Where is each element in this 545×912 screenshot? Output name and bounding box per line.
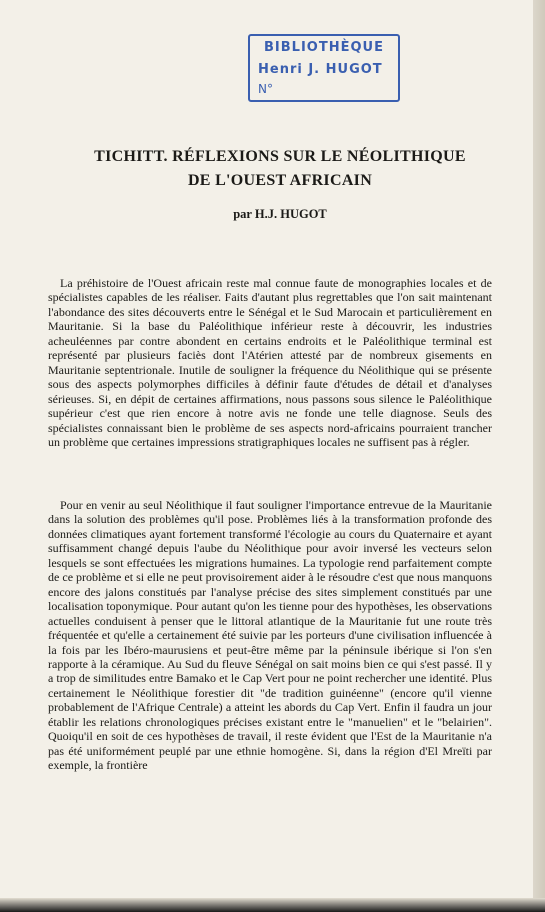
article-title-line-1: TICHITT. RÉFLEXIONS SUR LE NÉOLITHIQUE <box>94 148 466 165</box>
library-stamp <box>248 34 400 102</box>
page-edge-bottom <box>0 898 545 912</box>
stamp-line-owner: Henri J. HUGOT <box>258 62 383 77</box>
body-paragraph-2: Pour en venir au seul Néolithique il faut souligner l'importance entrevue de la Mauritanie dans la solution des problèmes qu'il pose. Problèmes liés à la transformation profonde des données climatiques ayant fortement transformé l'écologie au cours du Quaternaire et ayant suffisamment changé depuis l'aube du Néolithique pour avoir inversé les vecteurs selon lesquels se sont effectuées les migrations humaines. La typologie rend parfaitement compte de ce problème et si elle ne peut provisoirement aider à le résoudre c'est que nous manquons encore des jalons constitués par l'analyse précise des sites simplement constitués par une localisation toponymique. Pour autant qu'on les tienne pour des hypothèses, les observations actuelles conduisent à penser que le littoral atlantique de la Mauritanie fut une route très fréquentée et qu'elle a certainement été suivie par les porteurs d'une civilisation influencée à la fois par les Ibéro-maurusiens et peut-être même par la péninsule ibérique si l'on s'en rapporte à la céramique. Au Sud du fleuve Sénégal on sait moins bien ce qui s'est passé. Il y a trop de similitudes entre Bamako et le Cap Vert pour ne point rechercher une identité. Plus certainement le Néolithique forestier dit "de tradition guinéenne" (encore qu'il vienne probablement de l'Afrique Centrale) a atteint les abords du Cap Vert. Enfin il faudra un jour établir les relations chronologiques précises existant entre le "manuelien" et le "belairien". Quoiqu'il en soit de ces hypothèses de travail, il reste évident que l'Est de la Mauritanie n'a pas été uniformément peuplé par une ethnie homogène. Si, dans la région d'El Mreïti par exemple, la frontière <box>48 498 492 773</box>
body-paragraph-1: La préhistoire de l'Ouest africain reste mal connue faute de monographies locales et de spécialistes capables de les réaliser. Faits d'autant plus regrettables que l'on sait maintenant l'abondance des sites découverts entre le Sénégal et le Sud Marocain et particulièrement en Mauritanie. Si la base du Paléolithique inférieur reste à découvrir, les industries acheuléennes par contre abondent en certains endroits et le Paléolithique terminal est représenté par plusieurs faciès dont l'Atérien attesté par de nombreux gisements en Mauritanie septentrionale. Inutile de souligner la fréquence du Néolithique qui se présente sous des aspects polymorphes difficiles à définir faute d'études de détail et d'analyses sérieuses. Si, en dépit de certaines affirmations, nous passons sous silence le Paléolithique supérieur c'est que rien encore à notre avis ne fonde une telle diagnose. Seuls des spécialistes connaissant bien le problème de ses aspects nord-africains pourraient trancher un problème que certaines impressions stratigraphiques locales ne suffisent pas à régler. <box>48 276 492 449</box>
page-edge-right <box>533 0 545 912</box>
stamp-line-library: BIBLIOTHÈQUE <box>264 40 384 55</box>
article-author: par H.J. HUGOT <box>233 207 327 221</box>
stamp-line-number: N° <box>258 82 273 96</box>
article-title-line-2: DE L'OUEST AFRICAIN <box>187 172 373 189</box>
